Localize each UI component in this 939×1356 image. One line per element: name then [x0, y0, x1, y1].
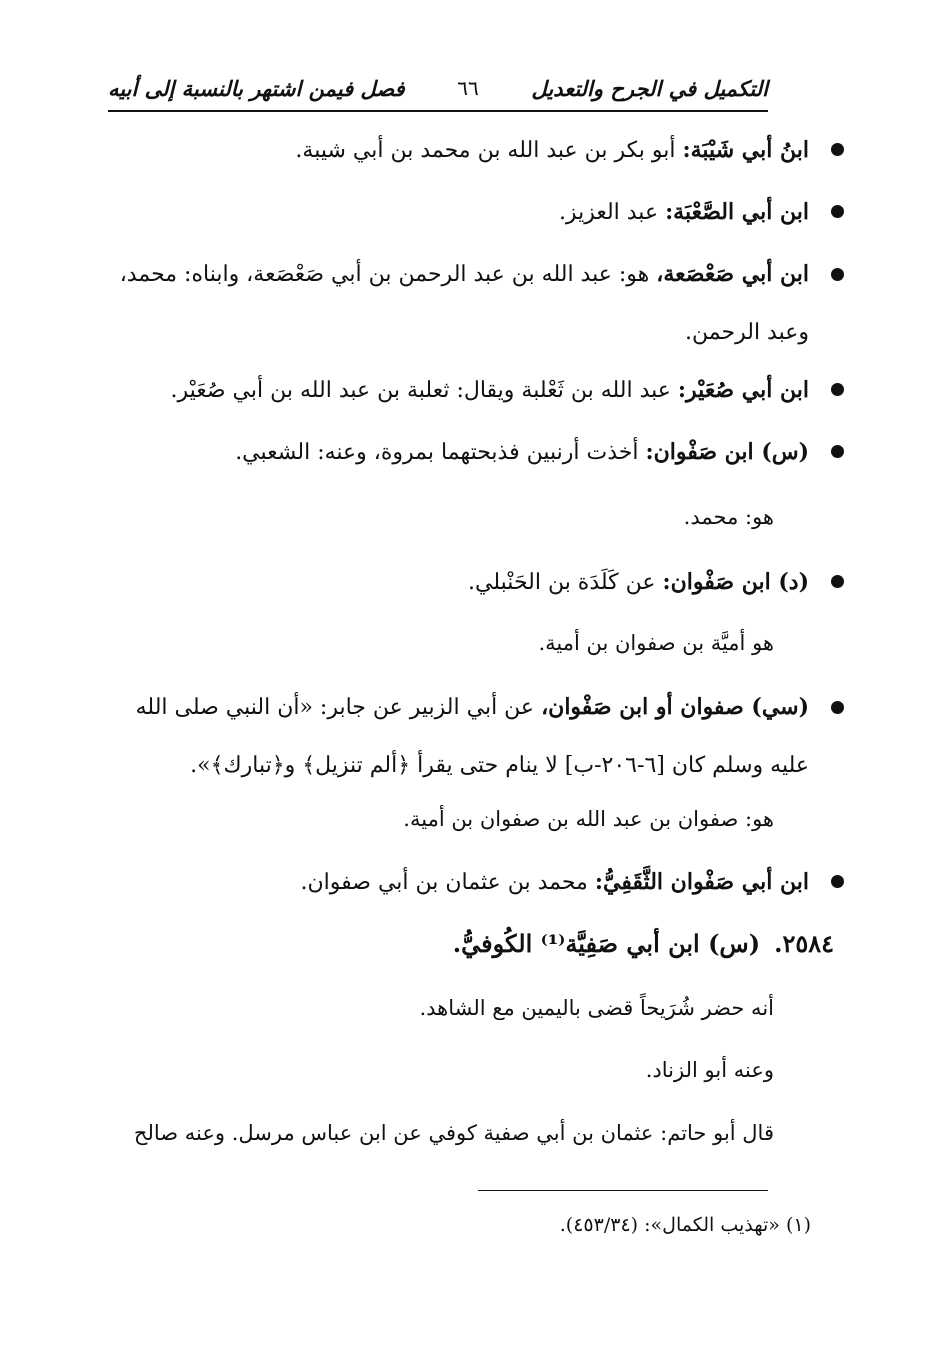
entry-text: أخذت أرنبين فذبحتهما بمروة، وعنه: الشعبي. [235, 440, 646, 465]
entry-term: ابن أبي صَعْصَعة، [656, 261, 809, 287]
entry [119, 678, 809, 795]
entry-term: ابن أبي صَفْوان الثَّقَفِيُّ: [594, 869, 809, 895]
entry-term: (د) ابن صَفْوان: [662, 569, 809, 595]
body-line: وعنه أبو الزناد. [645, 1058, 774, 1082]
footnote: (١) «تهذيب الكمال»: (٤٥٣/٣٤). [559, 1214, 811, 1236]
entry-text: أبو بكر بن عبد الله بن محمد بن أبي شيبة. [295, 138, 683, 163]
entry-term: ابنُ أبي شَيْبَة: [682, 137, 809, 163]
entry [295, 120, 809, 181]
entry-text: عن أبي الزبير عن جابر: «أن النبي صلى الله عليه وسلم كان [٦-٢٠٦-ب] لا ينام حتى يقرأ ﴿ألم تنزيل﴾ و﴿تبارك﴾». [135, 695, 809, 778]
identification-note: هو: صفوان بن عبد الله بن صفوان بن أمية. [403, 807, 774, 831]
bullet-icon [831, 205, 844, 218]
entry-term: ابن أبي صُعَيْر: [677, 377, 809, 403]
entry [235, 422, 809, 483]
header-book-title: التكميل في الجرح والتعديل [531, 75, 768, 101]
running-header [108, 70, 768, 112]
entry-text: هو: عبد الله بن عبد الرحمن بن أبي صَعْصَعة، وابناه: محمد، وعبد الرحمن. [119, 262, 809, 345]
entry-term: (س) ابن صَفْوان: [645, 439, 809, 465]
bullet-icon [831, 383, 844, 396]
bullet-icon [831, 575, 844, 588]
entry [119, 245, 809, 362]
entry [301, 852, 809, 913]
body-line: قال أبو حاتم: عثمان بن أبي صفية كوفي عن ابن عباس مرسل. وعنه صالح [133, 1121, 774, 1145]
bullet-icon [831, 268, 844, 281]
identification-note: هو: محمد. [683, 505, 774, 529]
entry-text: عبد الله بن ثَعْلبة ويقال: ثعلبة بن عبد الله بن أبي صُعَيْر. [170, 378, 678, 403]
entry [170, 360, 809, 421]
header-page-number: ٦٦ [457, 76, 479, 100]
entry-number: ٢٥٨٤. [774, 929, 834, 958]
identification-note: هو أميَّة بن صفوان بن أمية. [538, 631, 774, 655]
entry [468, 552, 809, 613]
bullet-icon [831, 701, 844, 714]
entry-term: (سي) صفوان أو ابن صَفْوان، [541, 694, 809, 720]
bullet-icon [831, 875, 844, 888]
entry-text: محمد بن عثمان بن أبي صفوان. [300, 870, 595, 895]
header-chapter-title: فصل فيمن اشتهر بالنسبة إلى أبيه [108, 75, 405, 101]
entry-term: ابن أبي الصَّعْبَة: [665, 199, 809, 225]
entry-text: عبد العزيز. [558, 200, 666, 225]
numbered-entry-title: (س) ابن أبي صَفِيَّة⁽¹⁾ الكُوفيُّ. [452, 929, 761, 958]
entry-text: عن كَلَدَة بن الحَنْبلي. [468, 570, 663, 595]
bullet-icon [831, 445, 844, 458]
body-line: أنه حضر شُرَيحاً قضى باليمين مع الشاهد. [419, 996, 774, 1020]
entry [559, 182, 809, 243]
bullet-icon [831, 143, 844, 156]
numbered-entry [453, 914, 834, 974]
footnote-rule [478, 1190, 768, 1191]
